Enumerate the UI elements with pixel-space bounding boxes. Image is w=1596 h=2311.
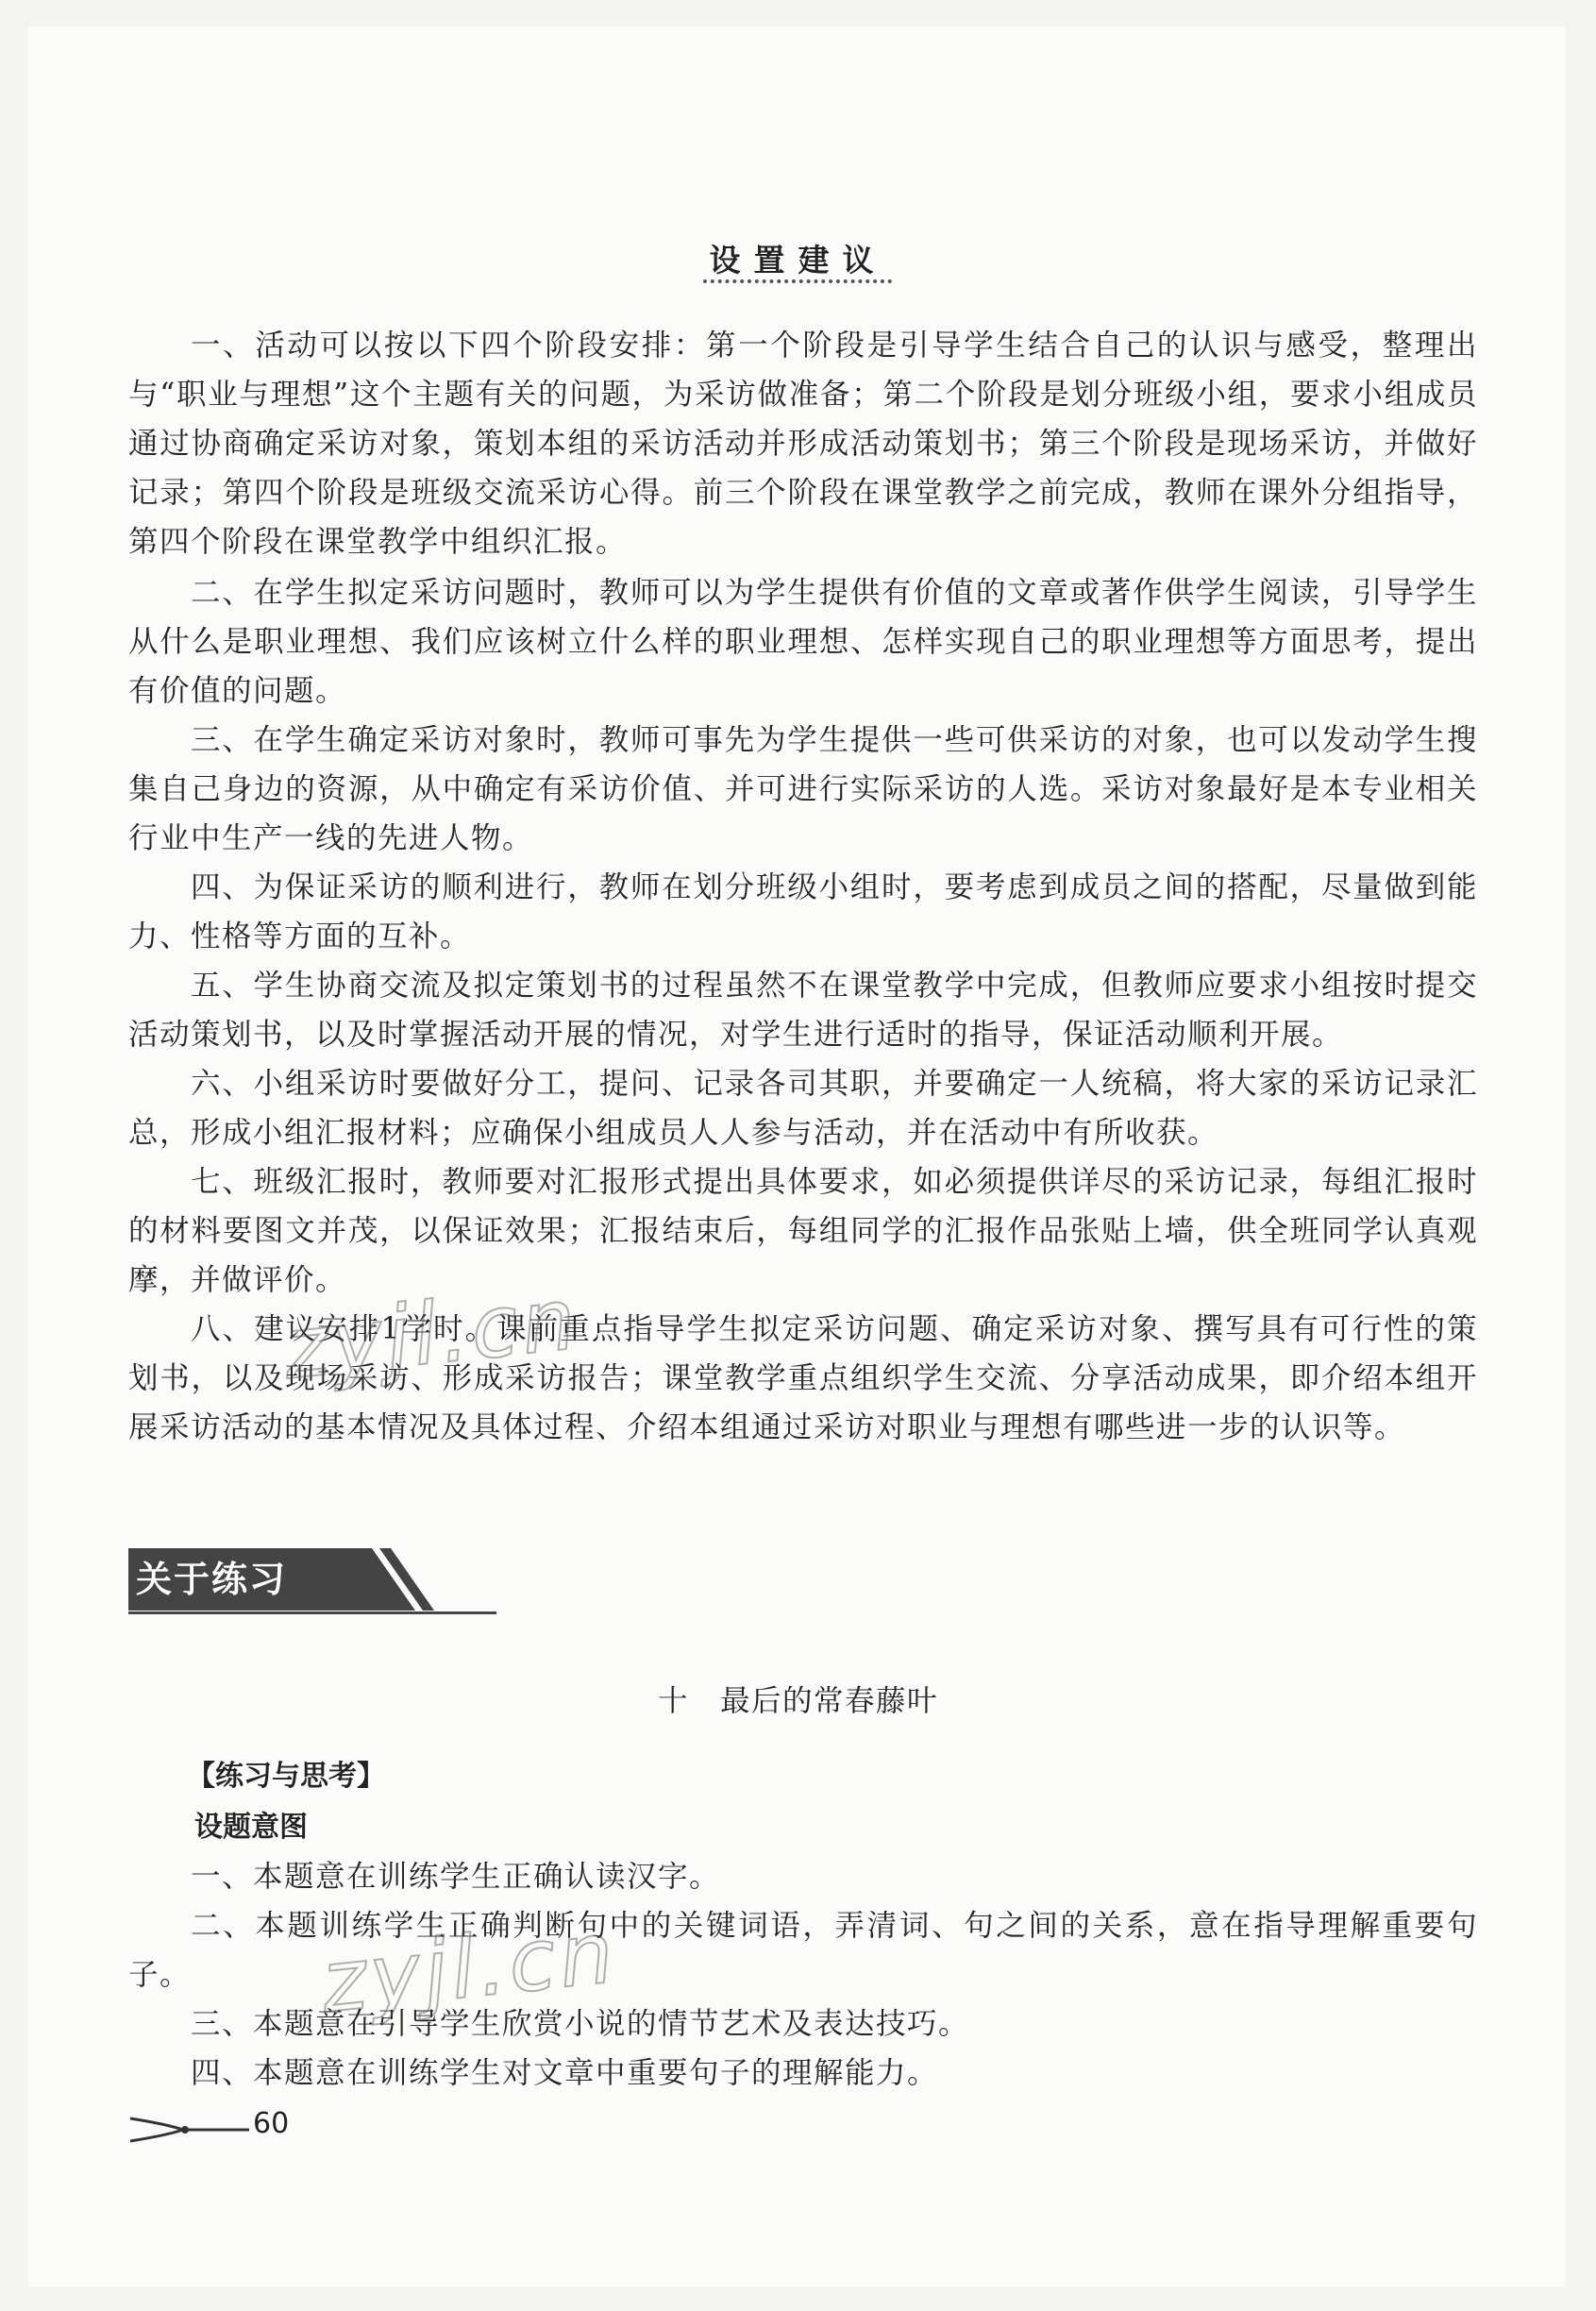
design-intent-heading: 设题意图 (194, 1811, 308, 1844)
banner-stripes-icon (347, 1548, 536, 1614)
exercise-paragraph-2: 二、本题训练学生正确判断句中的关键词语，弄清词、句之间的关系，意在指导理解重要句子。 (128, 1909, 1478, 1992)
section-title: 设置建议 (709, 242, 887, 278)
exercise-paragraph-4: 四、本题意在训练学生对文章中重要句子的理解能力。 (191, 2056, 939, 2090)
settings-paragraph-2: 二、在学生拟定采访问题时，教师可以为学生提供有价值的文章或著作供学生阅读，引导学生从什么是职业理想、我们应该树立什么样的职业理想、怎样实现自己的职业理想等方面思考，提出有价值的问题。 (128, 576, 1478, 708)
exercise-banner-label: 关于练习 (128, 1548, 355, 1611)
settings-paragraph-4: 四、为保证采访的顺利进行，教师在划分班级小组时，要考虑到成员之间的搭配，尽量做到能力、性格等方面的互补。 (128, 870, 1478, 953)
exercise-banner (128, 1548, 496, 1614)
exercise-paragraph-3: 三、本题意在引导学生欣赏小说的情节艺术及表达技巧。 (191, 2007, 970, 2041)
settings-paragraph-7: 七、班级汇报时，教师要对汇报形式提出具体要求，如必须提供详尽的采访记录，每组汇报时的材料要图文并茂，以保证效果；汇报结束后，每组同学的汇报作品张贴上墙，供全班同学认真观摩，并做评价。 (128, 1165, 1478, 1297)
title-dotted-underline (703, 279, 892, 283)
page-ornament-icon (128, 2111, 251, 2149)
settings-paragraph-8: 八、建议安排1学时。课前重点指导学生拟定采访问题、确定采访对象、撰写具有可行性的策划书，以及现场采访、形成采访报告；课堂教学重点组织学生交流、分享活动成果，即介绍本组开展采访活动的基本情况及具体过程、介绍本组通过采访对职业与理想有哪些进一步的认识等。 (128, 1312, 1478, 1444)
chapter-title: 十 最后的常春藤叶 (657, 1684, 938, 1718)
settings-paragraph-1: 一、活动可以按以下四个阶段安排：第一个阶段是引导学生结合自己的认识与感受，整理出与“职业与理想”这个主题有关的问题，为采访做准备；第二个阶段是划分班级小组，要求小组成员通过协商确定采访对象，策划本组的采访活动并形成活动策划书；第三个阶段是现场采访，并做好记录；第四个阶段是班级交流采访心得。前三个阶段在课堂教学之前完成，教师在课外分组指导，第四个阶段在课堂教学中组织汇报。 (128, 329, 1478, 559)
settings-paragraph-5: 五、学生协商交流及拟定策划书的过程虽然不在课堂教学中完成，但教师应要求小组按时提交活动策划书，以及时掌握活动开展的情况，对学生进行适时的指导，保证活动顺利开展。 (128, 969, 1478, 1052)
banner-underline (128, 1611, 496, 1614)
settings-paragraph-6: 六、小组采访时要做好分工，提问、记录各司其职，并要确定一人统稿，将大家的采访记录汇总，形成小组汇报材料；应确保小组成员人人参与活动，并在活动中有所收获。 (128, 1067, 1478, 1150)
exercise-paragraph-1: 一、本题意在训练学生正确认读汉字。 (191, 1860, 721, 1894)
watermark: zyjl.cn (278, 1269, 584, 1399)
page-number: 60 (253, 2107, 290, 2140)
settings-paragraph-3: 三、在学生确定采访对象时，教师可事先为学生提供一些可供采访的对象，也可以发动学生搜集自己身边的资源，从中确定有采访价值、并可进行实际采访的人选。采访对象最好是本专业相关行业中生产一线的先进人物。 (128, 723, 1478, 855)
watermark-2: zyjl.cn (316, 1902, 622, 2033)
exercise-heading: 【练习与思考】 (187, 1760, 385, 1793)
